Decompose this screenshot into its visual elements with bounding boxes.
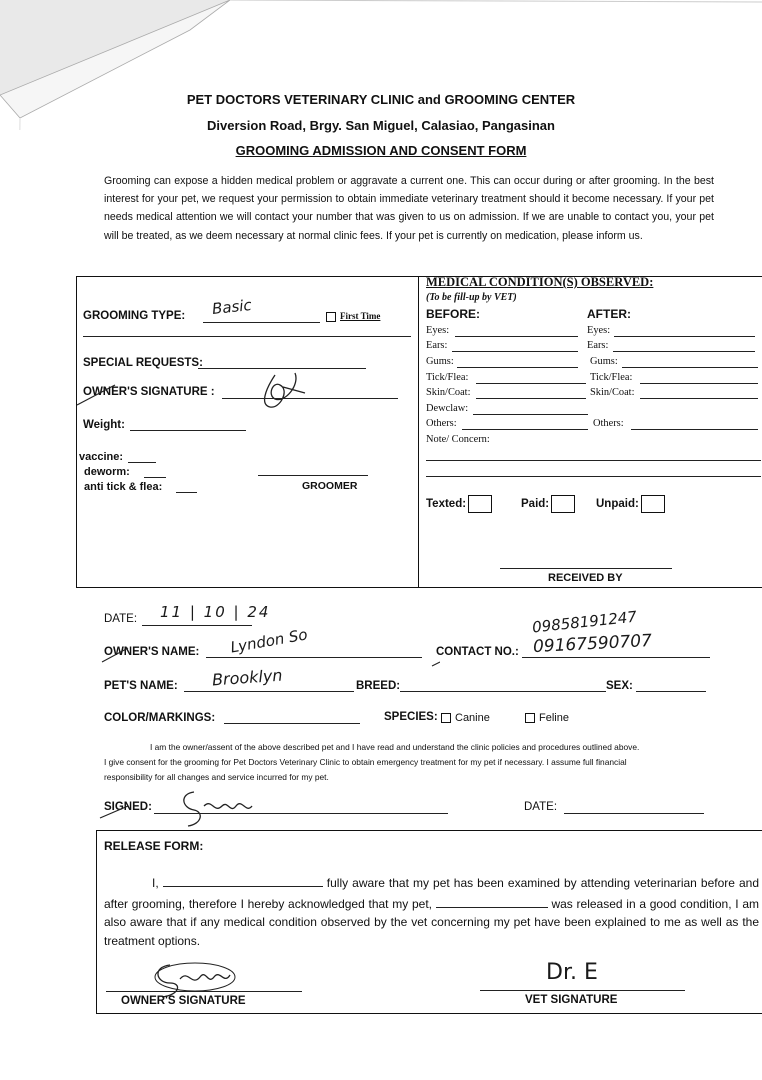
- medical-title: MEDICAL CONDITION(S) OBSERVED:: [426, 275, 654, 289]
- after-ears-label: Ears:: [587, 340, 609, 351]
- antitick-line[interactable]: [176, 492, 197, 493]
- date-label: DATE:: [104, 613, 138, 625]
- paid-label: Paid:: [521, 498, 550, 511]
- before-others-label: Others:: [426, 418, 457, 429]
- texted-checkbox[interactable]: [468, 495, 492, 513]
- signed-label: SIGNED:: [104, 801, 152, 813]
- vet-signature-line[interactable]: [480, 990, 685, 991]
- feline-checkbox[interactable]: [525, 713, 535, 723]
- unpaid-group: [596, 495, 665, 513]
- received-by-line[interactable]: [500, 568, 672, 569]
- before-tickflea-label: Tick/Flea:: [426, 372, 469, 383]
- pet-name-label: PET'S NAME:: [104, 680, 178, 692]
- release-owner-name-line[interactable]: [163, 872, 323, 887]
- before-tickflea-line[interactable]: [476, 383, 586, 384]
- note-concern-label: Note/ Concern:: [426, 434, 490, 445]
- before-others-line[interactable]: [462, 429, 588, 430]
- vet-signature-value: Dr. E: [546, 960, 598, 985]
- deworm-line[interactable]: [144, 477, 166, 478]
- canine-label: Canine: [455, 712, 490, 724]
- after-ears-line[interactable]: [613, 351, 755, 352]
- grooming-type-label: GROOMING TYPE:: [83, 310, 186, 322]
- weight-label: Weight:: [83, 419, 125, 431]
- feline-label: Feline: [539, 712, 569, 724]
- consent-date-line[interactable]: [564, 813, 704, 814]
- sex-line[interactable]: [636, 691, 706, 692]
- breed-line[interactable]: [400, 691, 606, 692]
- first-time-label: First Time: [340, 311, 381, 321]
- release-text-2: fully aware that my pet has been examined by attending veterinarian before and after grooming, therefore I hereby acknowledged that my pet,: [104, 876, 759, 911]
- unpaid-checkbox[interactable]: [641, 495, 665, 513]
- contact-value-1[interactable]: 09858191247: [531, 607, 638, 637]
- before-ears-line[interactable]: [452, 351, 578, 352]
- date-line[interactable]: [142, 625, 252, 626]
- unpaid-label: Unpaid:: [596, 498, 639, 511]
- release-text-3: was released in a good condition, I am also aware that if any medical condition observed by the vet concerning my pet have been explained to me as well as the treatment options.: [104, 896, 759, 948]
- before-eyes-line[interactable]: [455, 336, 578, 337]
- pet-name-value[interactable]: Brooklyn: [211, 665, 284, 690]
- medical-subtitle: (To be fill-up by VET): [426, 292, 517, 303]
- owner-name-value[interactable]: Lyndon So: [229, 625, 309, 657]
- note-line-1[interactable]: [426, 460, 761, 461]
- owner-signature-scribble: [75, 365, 395, 415]
- paid-checkbox[interactable]: [551, 495, 575, 513]
- first-time-checkbox-group[interactable]: [326, 311, 380, 322]
- before-gums-line[interactable]: [457, 367, 578, 368]
- clinic-address: Diversion Road, Brgy. San Miguel, Calasiao, Pangasinan: [207, 118, 555, 133]
- groomer-line[interactable]: [258, 475, 368, 476]
- release-text-1: I,: [152, 876, 159, 890]
- owner-consent-signature: [94, 780, 274, 830]
- intro-paragraph: Grooming can expose a hidden medical problem or aggravate a current one. This can occur during or after grooming. In the best interest for your pet, we request your permission to obtain immediate veterinary treatment should it become necessary. If your pet needs medical attention we will contact your number that was given to us on admission. If we are unable to contact you, your pet will be treated, as we deem necessary at normal clinic fees. If your pet is currently on medication, please inform us.: [104, 175, 714, 242]
- release-title: RELEASE FORM:: [104, 839, 204, 853]
- color-label: COLOR/MARKINGS:: [104, 712, 216, 724]
- deworm-label: deworm:: [84, 466, 130, 478]
- received-by-label: RECEIVED BY: [548, 572, 623, 584]
- contact-line[interactable]: [522, 657, 710, 658]
- paid-group: [521, 495, 575, 513]
- grooming-type-line: [203, 322, 320, 323]
- vaccine-label: vaccine:: [79, 451, 124, 463]
- canine-checkbox[interactable]: [441, 713, 451, 723]
- first-time-checkbox[interactable]: [326, 312, 336, 322]
- consent-line-3: responsibility for all changes and service incurred for my pet.: [104, 772, 329, 782]
- release-owner-signature-label: OWNER'S SIGNATURE: [121, 995, 246, 1007]
- admission-box: [76, 276, 762, 588]
- column-divider: [418, 276, 419, 587]
- groomer-label: GROOMER: [302, 480, 358, 492]
- after-eyes-line[interactable]: [614, 336, 755, 337]
- after-gums-line[interactable]: [622, 367, 758, 368]
- before-gums-label: Gums:: [426, 356, 454, 367]
- contact-label: CONTACT NO.:: [436, 646, 519, 658]
- texted-group: [426, 495, 492, 513]
- vaccine-line[interactable]: [128, 462, 156, 463]
- after-tickflea-line[interactable]: [640, 383, 758, 384]
- before-ears-label: Ears:: [426, 340, 448, 351]
- release-text: [104, 872, 759, 950]
- after-others-line[interactable]: [631, 429, 758, 430]
- before-dewclaw-line[interactable]: [473, 414, 588, 415]
- clinic-name: PET DOCTORS VETERINARY CLINIC and GROOMING CENTER: [186, 92, 576, 107]
- consent-date-label: DATE:: [524, 801, 558, 813]
- before-label: BEFORE:: [426, 307, 480, 321]
- folded-corner: [0, 0, 762, 130]
- texted-label: Texted:: [426, 498, 467, 511]
- special-requests-label: SPECIAL REQUESTS:: [83, 357, 203, 369]
- after-tickflea-label: Tick/Flea:: [590, 372, 633, 383]
- before-skincoat-label: Skin/Coat:: [426, 387, 471, 398]
- contact-value-2[interactable]: 09167590707: [532, 630, 653, 658]
- species-label: SPECIES:: [384, 711, 438, 723]
- color-line[interactable]: [224, 723, 360, 724]
- vet-signature-label: VET SIGNATURE: [525, 994, 618, 1006]
- after-eyes-label: Eyes:: [587, 325, 611, 336]
- owner-name-label: OWNER'S NAME:: [104, 646, 200, 658]
- after-skincoat-line[interactable]: [640, 398, 758, 399]
- after-label: AFTER:: [587, 307, 631, 321]
- date-value[interactable]: 11 | 10 | 24: [160, 603, 271, 621]
- weight-line[interactable]: [130, 430, 246, 431]
- sex-label: SEX:: [606, 680, 633, 692]
- after-skincoat-label: Skin/Coat:: [590, 387, 635, 398]
- before-skincoat-line[interactable]: [476, 398, 586, 399]
- canine-option[interactable]: [441, 712, 490, 724]
- before-eyes-label: Eyes:: [426, 325, 450, 336]
- note-line-2[interactable]: [426, 476, 761, 477]
- release-pet-name-line[interactable]: [436, 893, 548, 908]
- grooming-extra-line: [83, 336, 411, 337]
- after-gums-label: Gums:: [590, 356, 618, 367]
- form-title: GROOMING ADMISSION AND CONSENT FORM: [235, 143, 527, 158]
- consent-line-2: I give consent for the grooming for Pet Doctors Veterinary Clinic to obtain emergency treatment for my pet if necessary. I assume full financial: [104, 757, 627, 767]
- breed-label: BREED:: [356, 680, 401, 692]
- release-owner-signature: [140, 955, 240, 1000]
- antitick-label: anti tick & flea:: [84, 481, 163, 493]
- after-others-label: Others:: [593, 418, 624, 429]
- before-dewclaw-label: Dewclaw:: [426, 403, 469, 414]
- owner-signature-label: OWNER'S SIGNATURE :: [83, 386, 215, 398]
- grooming-type-value[interactable]: Basic: [211, 295, 253, 319]
- pet-name-line[interactable]: [184, 691, 354, 692]
- feline-option[interactable]: [525, 712, 569, 724]
- consent-line-1: I am the owner/assent of the above described pet and I have read and understand the clinic policies and procedures outlined above.: [150, 742, 640, 752]
